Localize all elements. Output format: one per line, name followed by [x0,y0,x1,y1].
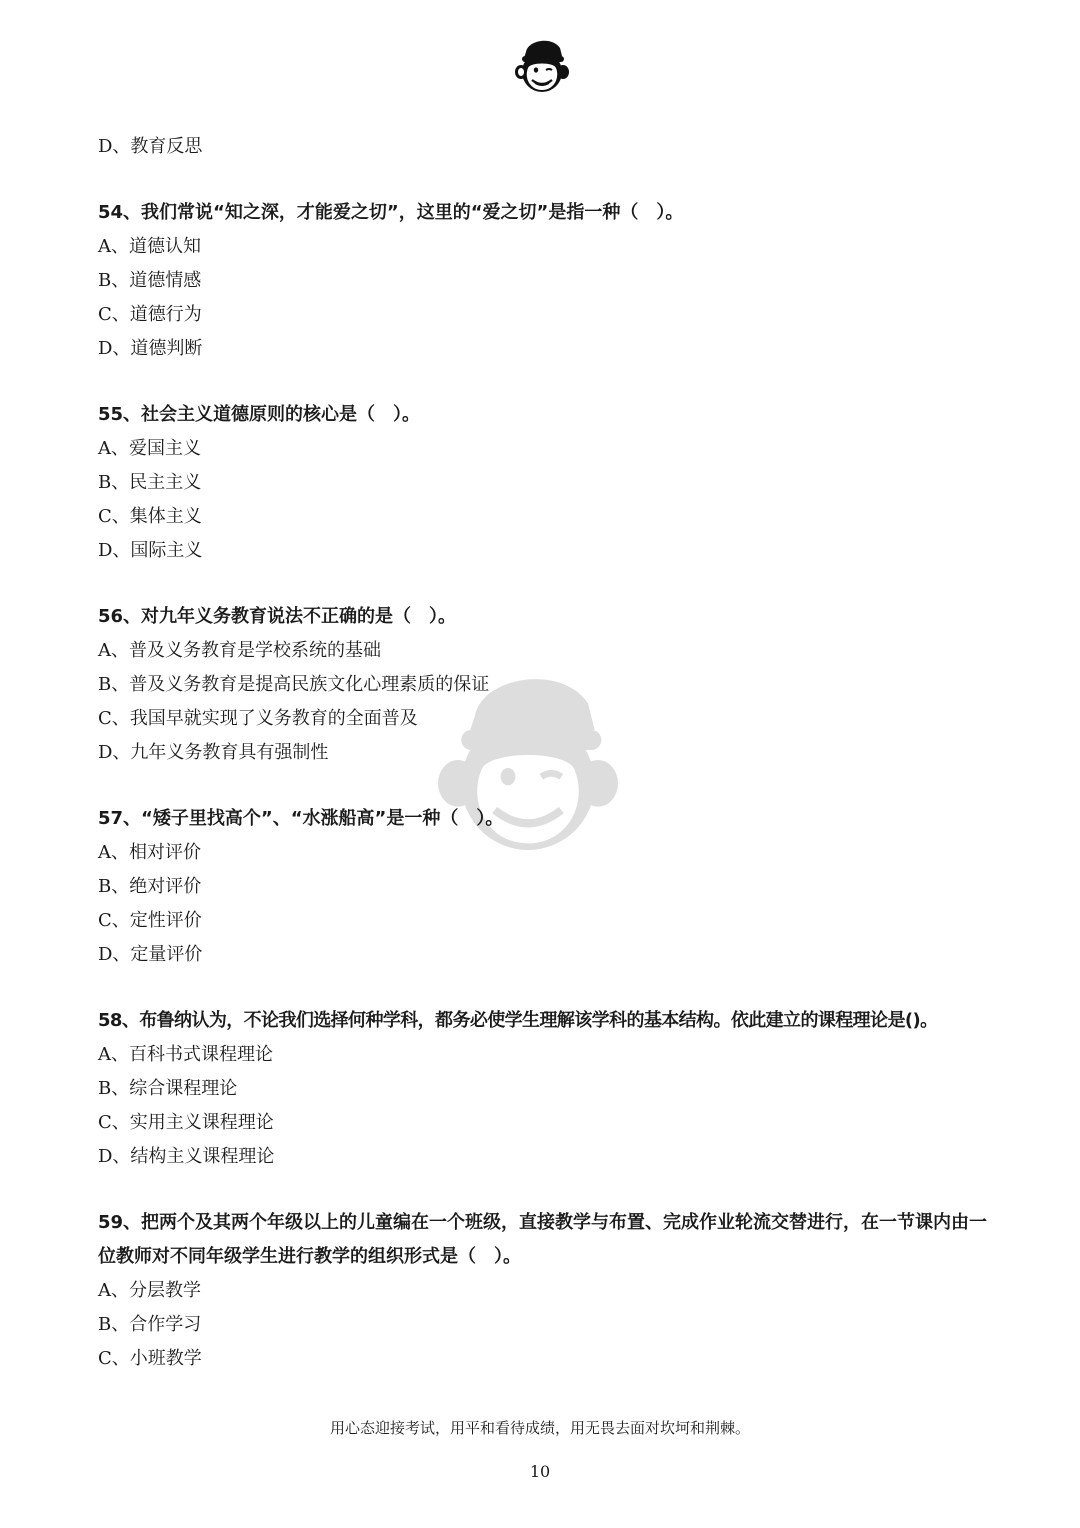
question-55 [98,398,998,568]
option-a: A、百科书式课程理论 [98,1044,273,1065]
option-a: A、分层教学 [98,1280,201,1301]
option-d: D、定量评价 [98,944,203,965]
question-list [98,130,998,1376]
option-a: A、普及义务教育是学校系统的基础 [98,640,381,661]
option-d: D、九年义务教育具有强制性 [98,742,329,763]
option-c: C、小班教学 [98,1348,202,1369]
option-c: C、我国早就实现了义务教育的全面普及 [98,708,418,729]
option-b: B、道德情感 [98,270,202,291]
option-d: D、道德判断 [98,338,203,359]
option-b: B、绝对评价 [98,876,202,897]
question-54 [98,196,998,366]
question-title: 57、“矮子里找高个”、“水涨船高”是一种（ ）。 [98,808,504,829]
option-c: C、道德行为 [98,304,202,325]
footer-motto: 用心态迎接考试，用平和看待成绩，用无畏去面对坎坷和荆棘。 [329,1419,750,1437]
question-title: 54、我们常说“知之深，才能爱之切”，这里的“爱之切”是指一种（ ）。 [98,202,684,223]
option-d: D、国际主义 [98,540,203,561]
question-58 [98,1004,998,1174]
option-a: A、爱国主义 [98,438,201,459]
question-title: 56、对九年义务教育说法不正确的是（ ）。 [98,606,457,627]
option-b: B、民主主义 [98,472,202,493]
option-c: C、定性评价 [98,910,202,931]
monkey-mascot-icon [512,34,572,96]
question-56 [98,600,998,770]
option-b: B、普及义务教育是提高民族文化心理素质的保证 [98,674,490,695]
option-a: A、道德认知 [98,236,201,257]
page-number: 10 [529,1462,551,1481]
question-title: 58、布鲁纳认为，不论我们选择何种学科，都务必使学生理解该学科的基本结构。依此建立的课程理论是()。 [98,1010,938,1031]
question-title: 59、把两个及其两个年级以上的儿童编在一个班级，直接教学与布置、完成作业轮流交替进行，在一节课内由一位教师对不同年级学生进行教学的组织形式是（ ）。 [98,1212,988,1267]
question-title: 55、社会主义道德原则的核心是（ ）。 [98,404,421,425]
carried-over-option: D、教育反思 [98,136,203,157]
option-d: D、结构主义课程理论 [98,1146,275,1167]
question-59 [98,1206,998,1376]
option-a: A、相对评价 [98,842,201,863]
option-c: C、实用主义课程理论 [98,1112,274,1133]
question-57 [98,802,998,972]
option-b: B、综合课程理论 [98,1078,238,1099]
option-c: C、集体主义 [98,506,202,527]
option-b: B、合作学习 [98,1314,202,1335]
